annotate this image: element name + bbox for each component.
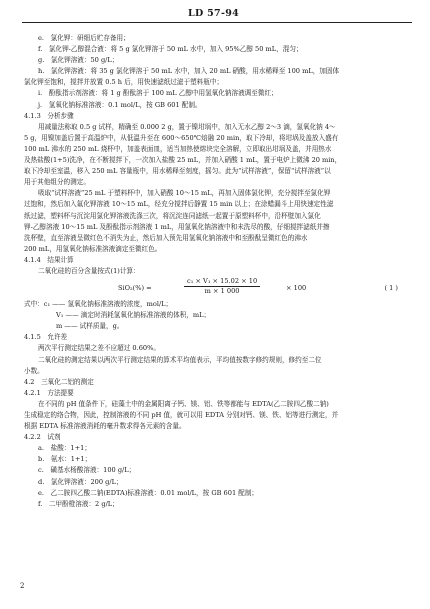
- text-line: a. 盐酸：1+1；: [38, 444, 91, 453]
- formula-numerator: c₁ × V₁ × 15.02 × 10: [184, 277, 260, 287]
- formula-fraction: [184, 277, 260, 296]
- text-line: e. 乙二胺四乙酸二钠(EDTA)标准溶液：0.01 mol/L，按 GB 601 配制；: [38, 488, 259, 497]
- text-line: 4.2 三氧化二铝的测定: [24, 377, 94, 386]
- text-line: 小数。: [24, 366, 44, 375]
- text-line: b. 氨水：1+1；: [38, 455, 92, 464]
- text-line: 二氧化硅的百分含量按式(1)计算：: [38, 266, 140, 275]
- text-line: e. 氯化钾：研细后贮存备用；: [38, 34, 130, 42]
- text-line: 4.1.5 允许差: [24, 333, 68, 342]
- formula-number: ( 1 ): [384, 284, 398, 293]
- text-line: i. 酚酞指示剂溶液：将 1 g 酚酞溶于 100 mL 乙醇中用氢氧化钠溶液调至微红；: [38, 89, 278, 98]
- text-line: 吸取“试样溶液”25 mL 于塑料杯中，加入硝酸 10～15 mL，再加入固体氯化钾，充分搅拌至氯化钾: [38, 189, 331, 198]
- text-line: 纸过滤，塑料杯与沉淀用氯化钾溶液洗涤三次，将沉淀连同滤纸一起置于原塑料杯中，沿杯壁加入氯化: [24, 211, 321, 220]
- text-line: 5 g，用镍加盖后置于高温炉中，从低温升至在 600～650℃焙融 20 min，取下冷却，将坩埚及盖放入盛有: [24, 133, 339, 142]
- text-line: 用于其他组分的测定。: [24, 178, 90, 187]
- text-line: 钾-乙醇溶液 10～15 mL 及酚酞指示剂溶液 1 mL，用氢氧化钠溶液中和未洗尽的酸，仔细搅拌滤纸并擦: [24, 222, 330, 231]
- text-line: 200 mL，用氢氧化钠标准溶液滴定至微红色。: [24, 244, 162, 253]
- text-line: 在不同的 pH 值条件下，硅藻土中的金属阳离子钙、镁、铝、铁等都能与 EDTA(乙二胺四乙酸二钠): [38, 399, 329, 408]
- header-divider: [22, 22, 412, 23]
- text-line: 100 mL 沸水的 250 mL 烧杯中，加盖表面皿，适当加热使熔块完全溶解，立即取出坩埚及盖，并用热水: [24, 144, 332, 153]
- text-line: m —— 试样质量，g。: [56, 322, 124, 331]
- formula-lhs: SiO₂(%) =: [118, 284, 152, 293]
- text-line: f. 氯化钾-乙醇混合液：将 5 g 氯化钾溶于 50 mL 水中，加入 95%乙醇 50 mL，混匀；: [38, 45, 303, 54]
- formula-denominator: m × 1 000: [204, 287, 240, 296]
- section-results-and-alumina: [24, 299, 416, 510]
- page-number: 2: [20, 582, 25, 590]
- text-line: 取下冷却至室温，移入 250 mL 容量瓶中，用水稀释至刻度，摇匀。此为“试样溶液”，保留“试样溶液”以: [24, 167, 331, 176]
- text-line: 4.2.1 方法提要: [24, 388, 74, 397]
- text-line: f. 二甲酚橙溶液：2 g/L；: [38, 499, 119, 508]
- text-line: d. 氯化钾溶液：200 g/L；: [38, 477, 123, 486]
- text-line: 根据 EDTA 标准溶液消耗的毫升数求得各元素的含量。: [24, 422, 186, 431]
- text-line: 4.2.2 试剂: [24, 433, 61, 442]
- text-line: 过饱和，然后加入氟化钾溶液 10～15 mL，经充分搅拌后静置 15 min 以上；在涂蜡漏斗上用快速定性滤: [24, 200, 334, 209]
- formula-1: [24, 277, 416, 299]
- text-line: 4.1.4 结果计算: [24, 255, 74, 264]
- text-line: 式中：c₁ —— 氢氧化钠标准溶液的浓度，mol/L；: [24, 300, 173, 309]
- text-line: 用减量法称取 0.5 g 试样，精确至 0.000 2 g，置于镍坩埚中，加入无水乙醇 2～3 滴，氢氧化钠 4～: [38, 122, 336, 131]
- text-line: g. 氯化钾溶液：50 g/L；: [38, 56, 119, 65]
- section-reagents-and-procedure: [24, 33, 416, 277]
- text-line: 二氧化硅的测定结果以两次平行测定结果的算术平均值表示，平均值按数字修约规则，修约至二位: [38, 355, 322, 364]
- document-code: LD 57-94: [188, 8, 240, 19]
- text-line: h. 氯化钾溶液：将 35 g 氯化钾溶于 50 mL 水中，加入 20 mL 硝酸，用水稀释至 100 mL，加固体: [38, 67, 340, 76]
- text-line: 两次平行测定结果之差不应超过 0.60%。: [38, 344, 160, 353]
- text-line: 4.1.3 分析步骤: [24, 111, 74, 120]
- formula-multiplier: × 100: [286, 284, 307, 293]
- text-line: V₁ —— 滴定时消耗氢氧化钠标准溶液的体积，mL；: [56, 311, 211, 320]
- document-body: [24, 33, 416, 510]
- text-line: 氯化钾至饱和，搅拌并放置 0.5 h 后，用快速滤纸过滤于塑料瓶中；: [24, 78, 224, 87]
- text-line: 生成稳定的络合物，因此，控制溶液的不同 pH 值，就可以用 EDTA 分别对钙、镁、铁、铝等进行测定，并: [24, 411, 339, 419]
- text-line: c. 磺基水杨酸溶液：100 g/L；: [38, 466, 136, 475]
- text-line: 及热盐酸(1+5)洗净，在不断搅拌下，一次加入盐酸 25 mL，并加入硝酸 1 mL，置于电炉上微沸 20 min，: [24, 156, 342, 165]
- text-line: 洗杯壁，直至溶液呈微红色不消失为止，然后加入预先用氢氧化钠溶液中和至酚酞呈微红色的沸水: [24, 233, 308, 242]
- text-line: j. 氢氧化钠标准溶液：0.1 mol/L，按 GB 601 配制。: [38, 100, 202, 109]
